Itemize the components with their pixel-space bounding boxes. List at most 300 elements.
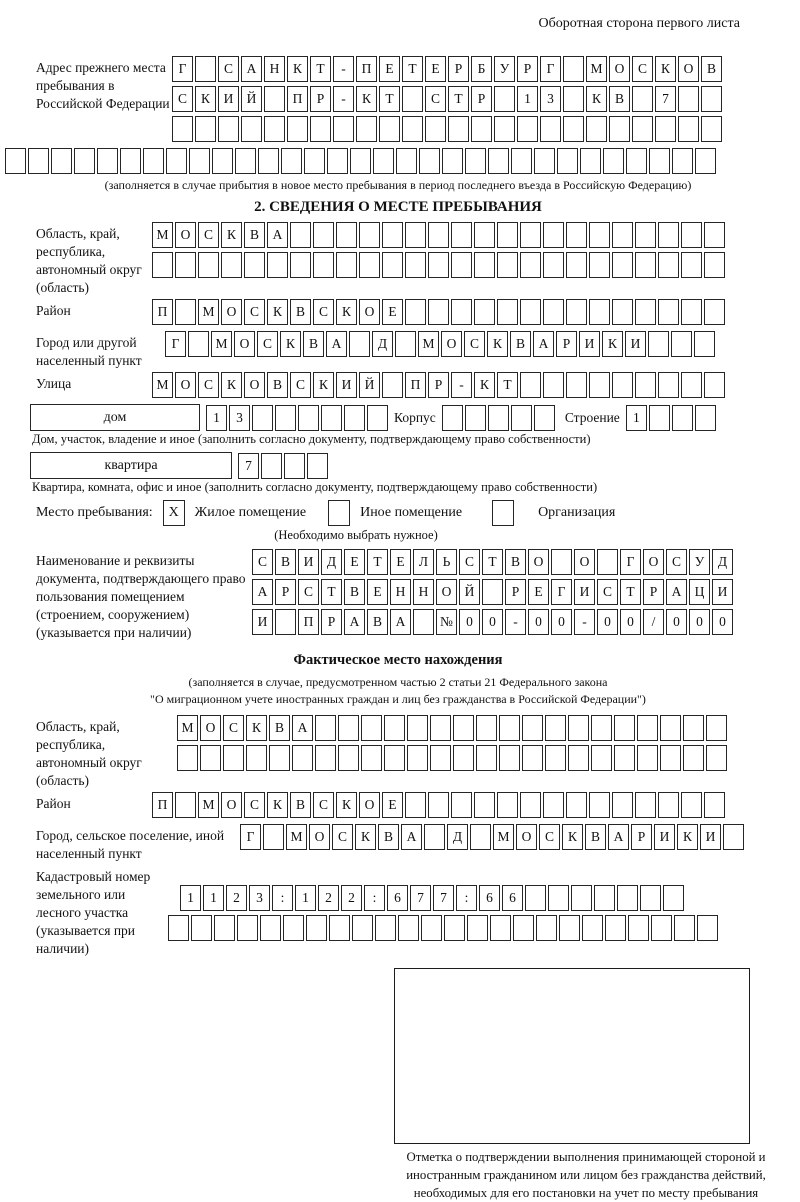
char-cell[interactable] xyxy=(522,715,543,741)
char-cell[interactable] xyxy=(263,824,284,850)
char-cell[interactable] xyxy=(648,331,669,357)
char-cell[interactable] xyxy=(327,148,348,174)
char-cell[interactable] xyxy=(444,915,465,941)
char-cell[interactable]: 1 xyxy=(180,885,201,911)
char-cell[interactable] xyxy=(405,299,426,325)
char-cell[interactable] xyxy=(382,252,403,278)
char-cell[interactable] xyxy=(321,405,342,431)
char-cell[interactable]: Г xyxy=(172,56,193,82)
char-cell[interactable] xyxy=(683,715,704,741)
char-cell[interactable] xyxy=(635,252,656,278)
char-cell[interactable]: Е xyxy=(344,549,365,575)
char-cell[interactable] xyxy=(612,252,633,278)
char-cell[interactable] xyxy=(290,222,311,248)
char-cell[interactable] xyxy=(603,148,624,174)
char-cell[interactable] xyxy=(428,222,449,248)
char-cell[interactable]: А xyxy=(666,579,687,605)
char-cell[interactable] xyxy=(5,148,26,174)
char-cell[interactable]: О xyxy=(574,549,595,575)
char-cell[interactable] xyxy=(497,792,518,818)
char-cell[interactable] xyxy=(290,252,311,278)
prev-address-row-2[interactable] xyxy=(172,86,760,112)
char-cell[interactable] xyxy=(407,745,428,771)
char-cell[interactable]: Н xyxy=(264,56,285,82)
char-cell[interactable]: - xyxy=(505,609,526,635)
char-cell[interactable]: В xyxy=(290,792,311,818)
char-cell[interactable] xyxy=(517,116,538,142)
char-cell[interactable] xyxy=(594,885,615,911)
char-cell[interactable] xyxy=(396,148,417,174)
char-cell[interactable]: А xyxy=(608,824,629,850)
char-cell[interactable]: И xyxy=(252,609,273,635)
char-cell[interactable]: С xyxy=(223,715,244,741)
char-cell[interactable]: 7 xyxy=(238,453,259,479)
char-cell[interactable] xyxy=(120,148,141,174)
char-cell[interactable] xyxy=(701,86,722,112)
char-cell[interactable] xyxy=(476,745,497,771)
char-cell[interactable]: Д xyxy=(321,549,342,575)
char-cell[interactable] xyxy=(188,331,209,357)
char-cell[interactable]: А xyxy=(390,609,411,635)
char-cell[interactable] xyxy=(695,405,716,431)
char-cell[interactable]: К xyxy=(655,56,676,82)
char-cell[interactable]: 0 xyxy=(482,609,503,635)
char-cell[interactable] xyxy=(261,453,282,479)
char-cell[interactable] xyxy=(471,116,492,142)
char-cell[interactable]: 6 xyxy=(502,885,523,911)
char-cell[interactable] xyxy=(451,252,472,278)
char-cell[interactable]: К xyxy=(355,824,376,850)
char-cell[interactable]: С xyxy=(597,579,618,605)
char-cell[interactable]: С xyxy=(172,86,193,112)
char-cell[interactable] xyxy=(252,405,273,431)
char-cell[interactable]: К xyxy=(562,824,583,850)
char-cell[interactable]: 0 xyxy=(459,609,480,635)
char-cell[interactable]: Е xyxy=(382,792,403,818)
char-cell[interactable] xyxy=(513,915,534,941)
char-cell[interactable] xyxy=(655,116,676,142)
char-cell[interactable]: Е xyxy=(379,56,400,82)
char-cell[interactable]: 7 xyxy=(410,885,431,911)
char-cell[interactable]: 0 xyxy=(597,609,618,635)
char-cell[interactable] xyxy=(494,116,515,142)
char-cell[interactable] xyxy=(651,915,672,941)
char-cell[interactable] xyxy=(175,252,196,278)
char-cell[interactable]: К xyxy=(677,824,698,850)
char-cell[interactable]: В xyxy=(344,579,365,605)
char-cell[interactable] xyxy=(315,745,336,771)
char-cell[interactable] xyxy=(177,745,198,771)
house-type-box[interactable]: дом xyxy=(30,404,200,431)
char-cell[interactable]: 7 xyxy=(655,86,676,112)
char-cell[interactable]: Р xyxy=(643,579,664,605)
char-cell[interactable] xyxy=(344,405,365,431)
house-number-cells[interactable] xyxy=(206,405,390,431)
char-cell[interactable]: Г xyxy=(540,56,561,82)
char-cell[interactable]: К xyxy=(280,331,301,357)
char-cell[interactable] xyxy=(589,222,610,248)
char-cell[interactable]: Й xyxy=(459,579,480,605)
char-cell[interactable]: Т xyxy=(482,549,503,575)
char-cell[interactable] xyxy=(451,792,472,818)
char-cell[interactable]: Л xyxy=(413,549,434,575)
char-cell[interactable]: - xyxy=(333,86,354,112)
char-cell[interactable]: 7 xyxy=(433,885,454,911)
char-cell[interactable] xyxy=(723,824,744,850)
char-cell[interactable] xyxy=(534,148,555,174)
char-cell[interactable] xyxy=(395,331,416,357)
char-cell[interactable]: И xyxy=(298,549,319,575)
char-cell[interactable] xyxy=(428,299,449,325)
char-cell[interactable] xyxy=(172,116,193,142)
char-cell[interactable] xyxy=(704,222,725,248)
char-cell[interactable] xyxy=(218,116,239,142)
document-row-1[interactable] xyxy=(252,549,760,575)
char-cell[interactable] xyxy=(352,915,373,941)
char-cell[interactable] xyxy=(695,148,716,174)
char-cell[interactable]: И xyxy=(336,372,357,398)
char-cell[interactable] xyxy=(28,148,49,174)
char-cell[interactable] xyxy=(660,745,681,771)
char-cell[interactable] xyxy=(260,915,281,941)
city-row[interactable] xyxy=(165,331,760,357)
char-cell[interactable]: Б xyxy=(471,56,492,82)
char-cell[interactable] xyxy=(658,222,679,248)
char-cell[interactable] xyxy=(275,405,296,431)
char-cell[interactable]: А xyxy=(326,331,347,357)
char-cell[interactable] xyxy=(284,453,305,479)
char-cell[interactable]: О xyxy=(441,331,462,357)
prev-address-row-3[interactable] xyxy=(172,116,760,142)
char-cell[interactable]: Т xyxy=(321,579,342,605)
char-cell[interactable]: О xyxy=(609,56,630,82)
char-cell[interactable] xyxy=(430,745,451,771)
char-cell[interactable] xyxy=(51,148,72,174)
char-cell[interactable]: С xyxy=(244,792,265,818)
char-cell[interactable] xyxy=(200,745,221,771)
char-cell[interactable] xyxy=(283,915,304,941)
char-cell[interactable]: К xyxy=(267,299,288,325)
char-cell[interactable] xyxy=(488,405,509,431)
char-cell[interactable]: № xyxy=(436,609,457,635)
char-cell[interactable]: С xyxy=(332,824,353,850)
char-cell[interactable]: В xyxy=(510,331,531,357)
apartment-type-box[interactable]: квартира xyxy=(30,452,232,479)
char-cell[interactable]: А xyxy=(241,56,262,82)
char-cell[interactable] xyxy=(548,885,569,911)
char-cell[interactable] xyxy=(704,792,725,818)
char-cell[interactable] xyxy=(275,609,296,635)
char-cell[interactable] xyxy=(448,116,469,142)
char-cell[interactable] xyxy=(407,715,428,741)
char-cell[interactable]: М xyxy=(152,372,173,398)
char-cell[interactable]: Е xyxy=(528,579,549,605)
char-cell[interactable]: С xyxy=(244,299,265,325)
char-cell[interactable] xyxy=(591,715,612,741)
char-cell[interactable] xyxy=(632,86,653,112)
stroenie-cells[interactable] xyxy=(626,405,718,431)
char-cell[interactable]: 2 xyxy=(341,885,362,911)
char-cell[interactable] xyxy=(198,252,219,278)
char-cell[interactable] xyxy=(221,252,242,278)
char-cell[interactable] xyxy=(597,549,618,575)
char-cell[interactable] xyxy=(442,148,463,174)
char-cell[interactable] xyxy=(563,86,584,112)
char-cell[interactable]: 0 xyxy=(689,609,710,635)
char-cell[interactable]: О xyxy=(516,824,537,850)
char-cell[interactable] xyxy=(658,252,679,278)
char-cell[interactable]: 0 xyxy=(551,609,572,635)
char-cell[interactable] xyxy=(292,745,313,771)
char-cell[interactable] xyxy=(635,299,656,325)
char-cell[interactable] xyxy=(543,252,564,278)
char-cell[interactable] xyxy=(681,222,702,248)
char-cell[interactable] xyxy=(405,222,426,248)
char-cell[interactable] xyxy=(614,715,635,741)
char-cell[interactable]: : xyxy=(456,885,477,911)
char-cell[interactable] xyxy=(678,116,699,142)
char-cell[interactable] xyxy=(511,148,532,174)
char-cell[interactable]: - xyxy=(574,609,595,635)
char-cell[interactable]: М xyxy=(418,331,439,357)
char-cell[interactable]: М xyxy=(493,824,514,850)
char-cell[interactable] xyxy=(706,715,727,741)
char-cell[interactable]: П xyxy=(405,372,426,398)
char-cell[interactable]: У xyxy=(494,56,515,82)
char-cell[interactable]: К xyxy=(287,56,308,82)
char-cell[interactable]: / xyxy=(643,609,664,635)
char-cell[interactable] xyxy=(649,148,670,174)
char-cell[interactable]: С xyxy=(198,372,219,398)
char-cell[interactable]: С xyxy=(666,549,687,575)
char-cell[interactable]: Ц xyxy=(689,579,710,605)
char-cell[interactable]: К xyxy=(313,372,334,398)
char-cell[interactable] xyxy=(428,252,449,278)
char-cell[interactable] xyxy=(701,116,722,142)
char-cell[interactable] xyxy=(453,745,474,771)
char-cell[interactable] xyxy=(244,252,265,278)
char-cell[interactable]: Д xyxy=(447,824,468,850)
actual-district-row[interactable] xyxy=(152,792,760,818)
char-cell[interactable]: 6 xyxy=(479,885,500,911)
char-cell[interactable]: Т xyxy=(379,86,400,112)
char-cell[interactable]: В xyxy=(303,331,324,357)
char-cell[interactable]: Г xyxy=(240,824,261,850)
char-cell[interactable]: С xyxy=(459,549,480,575)
char-cell[interactable] xyxy=(304,148,325,174)
char-cell[interactable]: Р xyxy=(275,579,296,605)
char-cell[interactable]: Д xyxy=(712,549,733,575)
char-cell[interactable]: Т xyxy=(310,56,331,82)
char-cell[interactable] xyxy=(195,116,216,142)
char-cell[interactable]: Р xyxy=(556,331,577,357)
char-cell[interactable] xyxy=(315,715,336,741)
char-cell[interactable] xyxy=(384,715,405,741)
char-cell[interactable]: Е xyxy=(390,549,411,575)
char-cell[interactable] xyxy=(476,715,497,741)
char-cell[interactable]: П xyxy=(152,299,173,325)
char-cell[interactable]: П xyxy=(298,609,319,635)
char-cell[interactable] xyxy=(419,148,440,174)
char-cell[interactable]: К xyxy=(221,222,242,248)
char-cell[interactable] xyxy=(490,915,511,941)
char-cell[interactable] xyxy=(612,792,633,818)
char-cell[interactable] xyxy=(373,148,394,174)
char-cell[interactable] xyxy=(474,222,495,248)
char-cell[interactable]: Р xyxy=(505,579,526,605)
char-cell[interactable]: 6 xyxy=(387,885,408,911)
char-cell[interactable] xyxy=(350,148,371,174)
char-cell[interactable]: Н xyxy=(390,579,411,605)
char-cell[interactable] xyxy=(405,792,426,818)
char-cell[interactable] xyxy=(704,372,725,398)
stay-type-checkbox-zhiloe[interactable]: X xyxy=(163,500,185,526)
char-cell[interactable] xyxy=(310,116,331,142)
region-row-2[interactable] xyxy=(152,252,760,278)
char-cell[interactable]: С xyxy=(632,56,653,82)
char-cell[interactable] xyxy=(589,372,610,398)
char-cell[interactable] xyxy=(166,148,187,174)
char-cell[interactable] xyxy=(398,915,419,941)
char-cell[interactable] xyxy=(499,745,520,771)
char-cell[interactable] xyxy=(497,222,518,248)
char-cell[interactable]: С xyxy=(464,331,485,357)
char-cell[interactable] xyxy=(563,56,584,82)
char-cell[interactable]: С xyxy=(539,824,560,850)
char-cell[interactable]: 1 xyxy=(295,885,316,911)
char-cell[interactable] xyxy=(402,116,423,142)
char-cell[interactable] xyxy=(195,56,216,82)
char-cell[interactable] xyxy=(465,405,486,431)
char-cell[interactable] xyxy=(235,148,256,174)
char-cell[interactable]: О xyxy=(200,715,221,741)
char-cell[interactable]: 1 xyxy=(206,405,227,431)
char-cell[interactable]: В xyxy=(267,372,288,398)
char-cell[interactable] xyxy=(586,116,607,142)
char-cell[interactable] xyxy=(379,116,400,142)
char-cell[interactable]: Н xyxy=(413,579,434,605)
char-cell[interactable] xyxy=(628,915,649,941)
char-cell[interactable]: - xyxy=(451,372,472,398)
char-cell[interactable]: С xyxy=(218,56,239,82)
char-cell[interactable]: 2 xyxy=(318,885,339,911)
actual-region-row-1[interactable] xyxy=(177,715,760,741)
char-cell[interactable] xyxy=(520,299,541,325)
char-cell[interactable]: С xyxy=(313,299,334,325)
char-cell[interactable]: : xyxy=(364,885,385,911)
char-cell[interactable]: 0 xyxy=(666,609,687,635)
char-cell[interactable] xyxy=(694,331,715,357)
char-cell[interactable] xyxy=(375,915,396,941)
char-cell[interactable] xyxy=(520,252,541,278)
korpus-cells[interactable] xyxy=(442,405,557,431)
char-cell[interactable] xyxy=(482,579,503,605)
char-cell[interactable]: О xyxy=(436,579,457,605)
char-cell[interactable] xyxy=(706,745,727,771)
district-row[interactable] xyxy=(152,299,760,325)
char-cell[interactable] xyxy=(617,885,638,911)
char-cell[interactable] xyxy=(559,915,580,941)
char-cell[interactable]: Р xyxy=(448,56,469,82)
char-cell[interactable]: М xyxy=(152,222,173,248)
char-cell[interactable] xyxy=(632,116,653,142)
char-cell[interactable] xyxy=(488,148,509,174)
char-cell[interactable] xyxy=(614,745,635,771)
char-cell[interactable] xyxy=(704,299,725,325)
char-cell[interactable] xyxy=(349,331,370,357)
char-cell[interactable] xyxy=(212,148,233,174)
char-cell[interactable]: А xyxy=(344,609,365,635)
char-cell[interactable]: С xyxy=(198,222,219,248)
char-cell[interactable] xyxy=(143,148,164,174)
char-cell[interactable] xyxy=(582,915,603,941)
char-cell[interactable]: К xyxy=(356,86,377,112)
char-cell[interactable] xyxy=(359,252,380,278)
char-cell[interactable] xyxy=(287,116,308,142)
char-cell[interactable] xyxy=(545,745,566,771)
char-cell[interactable] xyxy=(223,745,244,771)
char-cell[interactable] xyxy=(382,222,403,248)
char-cell[interactable]: 3 xyxy=(249,885,270,911)
char-cell[interactable]: Е xyxy=(425,56,446,82)
char-cell[interactable]: Г xyxy=(551,579,572,605)
char-cell[interactable] xyxy=(520,372,541,398)
char-cell[interactable] xyxy=(543,222,564,248)
char-cell[interactable] xyxy=(609,116,630,142)
char-cell[interactable]: К xyxy=(586,86,607,112)
char-cell[interactable]: К xyxy=(487,331,508,357)
char-cell[interactable]: М xyxy=(198,792,219,818)
char-cell[interactable]: С xyxy=(290,372,311,398)
char-cell[interactable] xyxy=(281,148,302,174)
char-cell[interactable] xyxy=(264,116,285,142)
char-cell[interactable] xyxy=(591,745,612,771)
char-cell[interactable]: Е xyxy=(367,579,388,605)
char-cell[interactable]: К xyxy=(336,299,357,325)
char-cell[interactable]: 0 xyxy=(712,609,733,635)
char-cell[interactable] xyxy=(612,299,633,325)
char-cell[interactable]: О xyxy=(528,549,549,575)
char-cell[interactable] xyxy=(543,372,564,398)
char-cell[interactable] xyxy=(425,116,446,142)
char-cell[interactable]: П xyxy=(287,86,308,112)
char-cell[interactable]: 1 xyxy=(517,86,538,112)
char-cell[interactable] xyxy=(382,372,403,398)
char-cell[interactable] xyxy=(338,715,359,741)
region-row-1[interactable] xyxy=(152,222,760,248)
char-cell[interactable] xyxy=(566,299,587,325)
char-cell[interactable] xyxy=(543,792,564,818)
char-cell[interactable] xyxy=(589,299,610,325)
char-cell[interactable] xyxy=(402,86,423,112)
char-cell[interactable] xyxy=(540,116,561,142)
char-cell[interactable] xyxy=(307,453,328,479)
char-cell[interactable] xyxy=(428,792,449,818)
char-cell[interactable]: 1 xyxy=(203,885,224,911)
char-cell[interactable]: Т xyxy=(620,579,641,605)
char-cell[interactable] xyxy=(405,252,426,278)
char-cell[interactable] xyxy=(237,915,258,941)
char-cell[interactable]: К xyxy=(195,86,216,112)
char-cell[interactable] xyxy=(333,116,354,142)
street-row[interactable] xyxy=(152,372,760,398)
char-cell[interactable]: С xyxy=(257,331,278,357)
char-cell[interactable] xyxy=(520,222,541,248)
char-cell[interactable]: Р xyxy=(631,824,652,850)
char-cell[interactable]: П xyxy=(152,792,173,818)
char-cell[interactable] xyxy=(626,148,647,174)
char-cell[interactable] xyxy=(589,252,610,278)
